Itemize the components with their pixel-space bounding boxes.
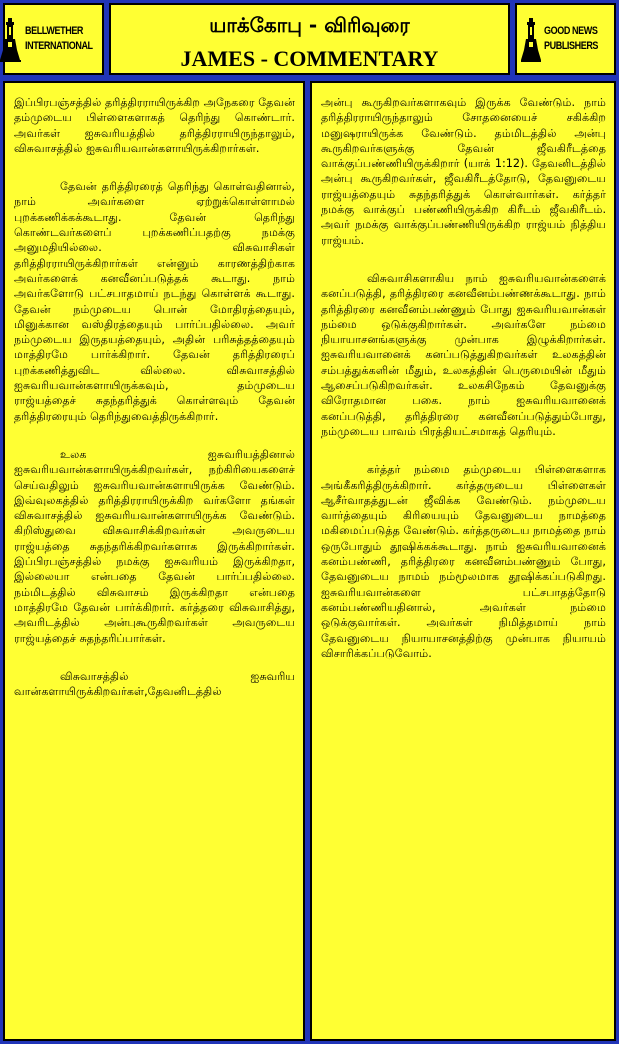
left-paragraph-3: உலக ஐசுவரியத்தினால் ஐசுவரியவான்களாயிருக்கிறவர்கள், நற்கிரியைகளைச் செய்வதிலும் ஐசுவரியவான்களாயிருக்க வேண்டும். இவ்வுலகத்தில் தரித்திரராயிருக்கிற வர்களோ தங்கள் விசுவாசத்தில் ஐசுவரியவான்களாயிருக்க வேண்டும். கிறிஸ்துவை விசுவாசிக்கிறவர்கள் அவருடைய ராஜ்யத்தை சுதந்தரிக்கிறவர்களாக இருக்கிறார்கள். இப்பிரபஞ்சத்தில் நமக்கு ஐசுவரியம் இருக்கிறதா, இல்லையா என்பதை தேவன் பார்ப்பதில்லை. நம்மிடத்தில் விசுவாசம் இருக்கிறதா என்பதை மாத்திரமே தேவன் பார்க்கிறார். கர்த்தரை விசுவாசித்து, அவரிடத்தில் அன்புகூருகிறவர்கள் அவருடைய ராஜ்யத்தைச் சுதந்தரிப்பார்கள். [14, 447, 295, 645]
good-news-logo [515, 3, 616, 75]
right-paragraph-3: கர்த்தர் நம்மை தம்முடைய பிள்ளைகளாக அங்கீகரித்திருக்கிறார். கர்த்தருடைய பிள்ளைகள் ஆசீர்வாதத்துடன் ஜீவிக்க வேண்டும். நம்முடைய வார்த்தையும் கிரியையும் தேவனுடைய நாமத்தை மகிமைப்படுத்த வேண்டும். கர்த்தருடைய நாமத்தை நாம் ஒருபோதும் தூஷிக்கக்கூடாது. நாம் ஐசுவரியவானைக் கனம்பண்ணி, தரித்திரரை கனவீனம்பண்ணும் போது, தேவனுடைய நாமம் நம்மூலமாக தூஷிக்கப்படுகிறது. ஐசுவரியவான்களை பட்சபாதத்தோடு கனம்பண்ணியதினால், அவர்கள் நம்மை ஒடுக்குவார்கள். அவர்கள் நிமித்தமாய் நாம் தேவனுடைய நியாயாசனத்திற்கு முன்பாக நியாயம் விசாரிக்கப்படுவோம். [321, 463, 606, 660]
right-paragraph-2: விசுவாசிகளாகிய நாம் ஐசுவரியவான்களைக் கனப்படுத்தி, தரித்திரரை கனவீனம்பண்ணக்கூடாது. நாம் தரித்திரரை கனவீனம்பண்ணும் போது ஐசுவரியவான்கள் நம்மை ஒடுக்குகிறார்கள். அவர்களே நம்மை நியாயாசனங்களுக்கு முன்பாக இழுக்கிறார்கள். ஐசுவரியவானைக் கனப்படுத்துகிறவர்கள் உலகத்தின் சம்பத்துக்களின் மீதும், உலகத்தின் பெருமையின் மீதும் ஆசைப்படுகிறவர்கள். உலகசிநேகம் தேவனுக்கு விரோதமான பகை. நாம் ஐசுவரியவானைக் கனப்படுத்தி, தரித்திரரை கனவீனப்படுத்தும்போது, நம்முடைய பாவம் பிரத்தியட்சமாகத் தெரியும். [321, 271, 606, 438]
right-paragraph-1: அன்பு கூருகிறவர்களாகவும் இருக்க வேண்டும். நாம் தரித்திரராயிருந்தாலும் சோதனையைச் சகிக்கிற மனுஷராயிருக்க வேண்டும். தம்மிடத்தில் அன்பு கூருகிறவர்களுக்கு தேவன் ஜீவகிரீடத்தை வாக்குப்பண்ணியிருக்கிறார் (யாக் 1:12). தேவனிடத்தில் அன்பு கூருகிறவர்கள், ஜீவகிரீடத்தோடு, தேவனுடைய ராஜ்யத்தையும் சுதந்தரித்துக் கொள்வார்கள். கர்த்தர் நமக்கு வாக்குப் பண்ணியிருக்கிற கிரீடம் ஜீவகிரீடம். அவர் நமக்கு வாக்குப்பண்ணியிருக்கிற ராஜ்யம் நித்திய ராஜ்யம். [321, 96, 606, 247]
good-news-logo-icon [521, 16, 541, 62]
page-title-tamil: யாக்கோபு - விரிவுரை [209, 13, 410, 37]
bellwether-logo-icon [0, 16, 21, 62]
left-paragraph-2: தேவன் தரித்திரரைத் தெரிந்து கொள்வதினால், நாம் அவர்களை ஏற்றுக்கொள்ளாமல் புறக்கணிக்கக்கூடாது. தேவன் தெரிந்து கொண்டவர்களைப் புறக்கணிப்பதற்கு நமக்கு அனுமதியில்லை. விசுவாசிகள் தரித்திரராயிருக்கிறார்கள் என்னும் காரணத்திற்காக அவர்களைக் கனவீனப்படுத்தக் கூடாது. நாம் அவர்களோடு பட்சபாதமாய் நடந்து கொள்ளக் கூடாது. தேவன் நம்முடைய பொன் மோதிரத்தையும், மினுக்கான வஸ்திரத்தையும் பார்ப்பதில்லை. அவர் நம்முடைய இருதயத்தையும், அதின் பரிசுத்தத்தையும் மாத்திரமே பார்க்கிறார். தேவன் தரித்திரரைப் புறக்கணித்துவிட வில்லை. விசுவாசத்தில் ஐசுவரியவான்களாயிருக்கவும், தம்முடைய ராஜ்யத்தைச் சுதந்தரித்துக் கொள்ளவும் தேவன் தரித்திரரையும் தெரிந்துவைத்திருக்கிறார். [14, 180, 295, 423]
right-text-column [310, 81, 616, 1041]
left-paragraph-1: இப்பிரபஞ்சத்தில் தரித்திரராயிருக்கிற அநேகரை தேவன் தம்முடைய பிள்ளைகளாகத் தெரிந்து கொண்டார். அவர்கள் ஐசுவரியத்தில் தரித்திரராயிருந்தாலும், விசுவாசத்தில் ஐசுவரியவான்களாயிருக்கிறார்கள். [14, 96, 295, 155]
left-text-column [3, 81, 305, 1041]
logo-left-line2: INTERNATIONAL [25, 40, 93, 52]
logo-right-line2: PUBLISHERS [544, 40, 599, 52]
page-title-english: JAMES - COMMENTARY [180, 46, 439, 71]
left-paragraph-4: விசுவாசத்தில் ஐசுவரிய வான்களாயிருக்கிறவர்கள்,தேவனிடத்தில் [14, 669, 295, 699]
bellwether-logo [3, 3, 104, 75]
logo-left-line1: BELLWETHER [25, 25, 84, 37]
title-banner [109, 3, 510, 75]
logo-right-line1: GOOD NEWS [544, 25, 598, 37]
